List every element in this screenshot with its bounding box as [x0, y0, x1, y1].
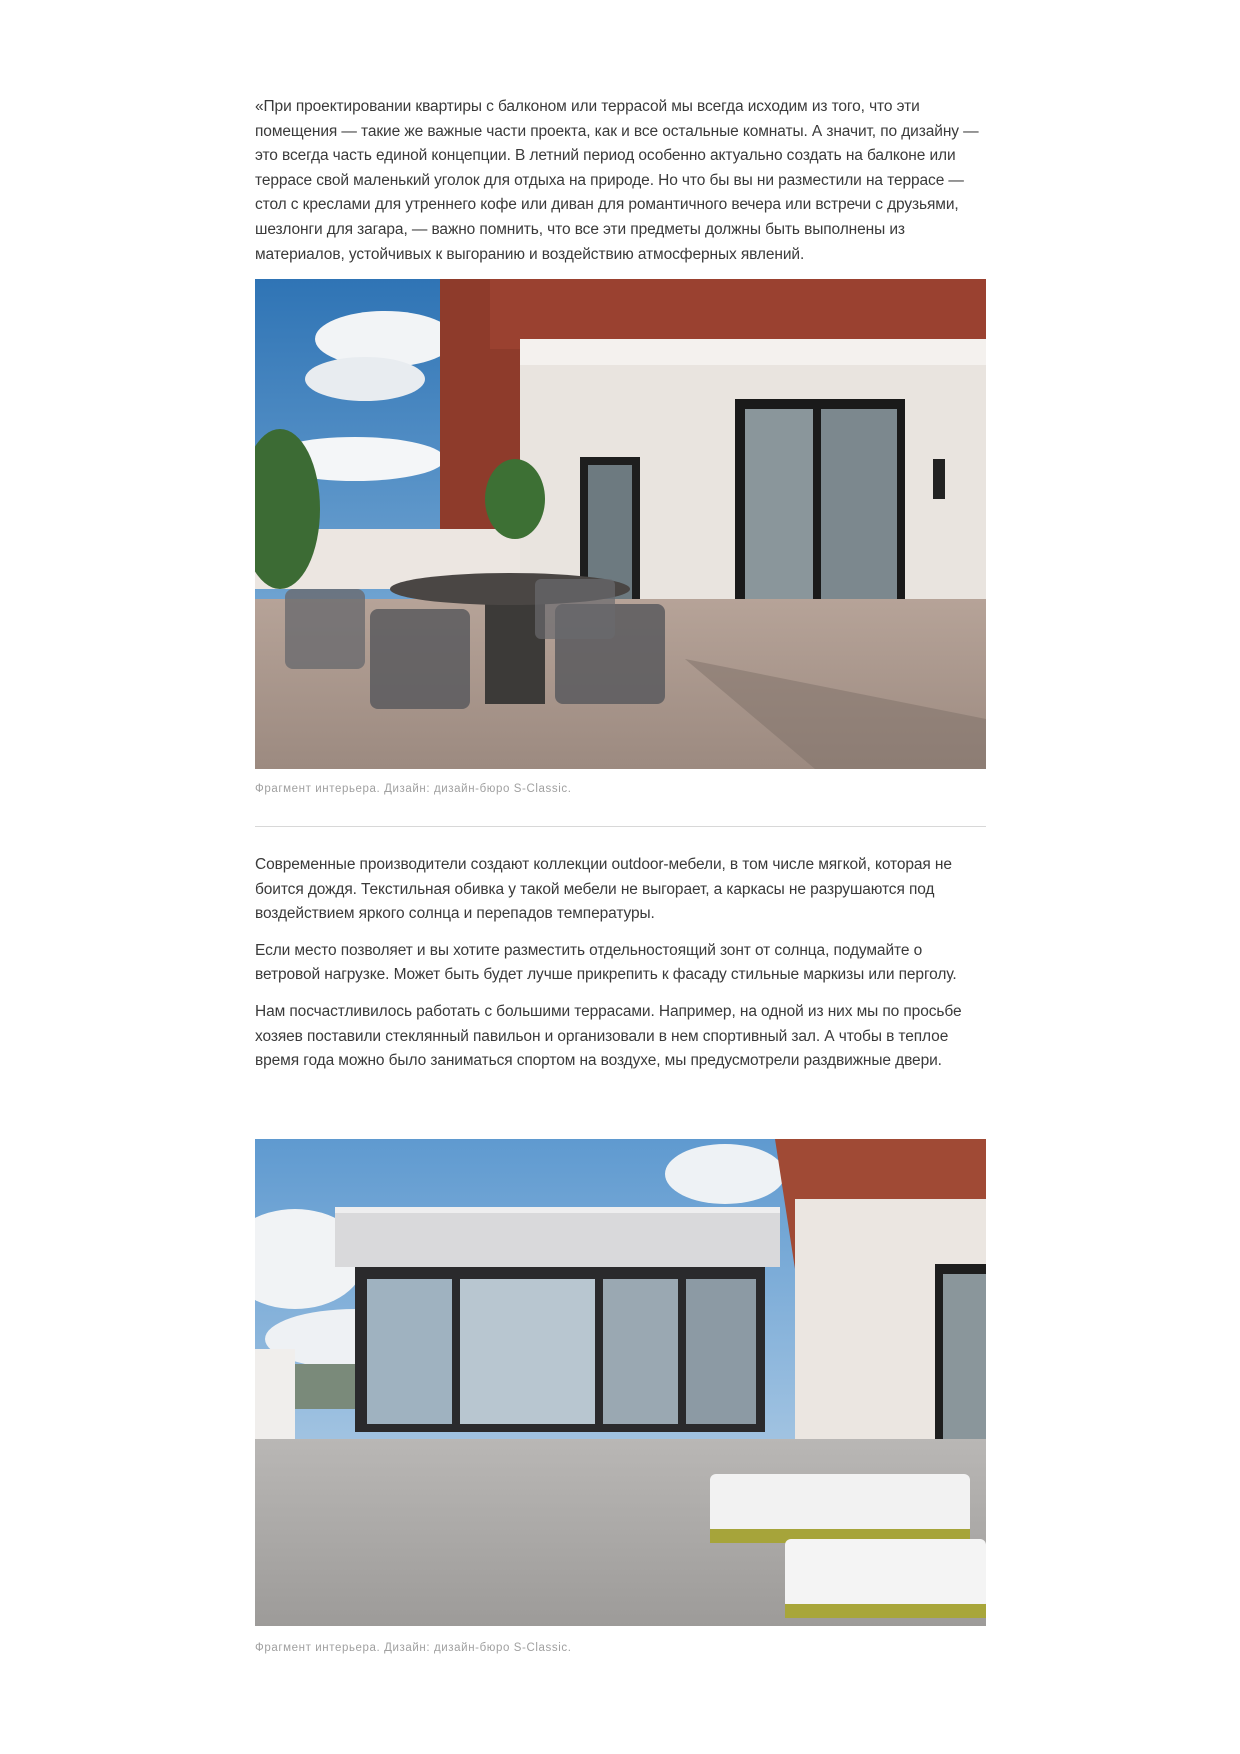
body-paragraph: Если место позволяет и вы хотите разместить отдельностоящий зонт от солнца, подумайте о ветровой нагрузке. Может быть будет лучше прикрепить к фасаду стильные маркизы или перголу.: [255, 941, 957, 984]
body-paragraph: Нам посчастливилось работать с большими террасами. Например, на одной из них мы по просьбе хозяев поставили стеклянный павильон и организовали в нем спортивный зал. А чтобы в теплое время года можно было заниматься спортом на воздухе, мы предусмотрели раздвижные двери.: [255, 1002, 962, 1070]
intro-quote-block: [255, 95, 986, 267]
section-divider: [255, 826, 986, 827]
body-text-block: [255, 853, 986, 1086]
figure-caption: Фрагмент интерьера. Дизайн: дизайн-бюро S-Classic.: [255, 783, 572, 795]
intro-quote-paragraph: «При проектировании квартиры с балконом или террасой мы всегда исходим из того, что эти помещения — такие же важные части проекта, как и все остальные комнаты. А значит, по дизайну — это всегда часть единой концепции. В летний период особенно актуально создать на балконе или террасе свой маленький уголок для отдыха на природе. Но что бы вы ни разместили на террасе — стол с креслами для утреннего кофе или диван для романтичного вечера или встречи с друзьями, шезлонги для загара, — важно помнить, что все эти предметы должны быть выполнены из материалов, устойчивых к выгоранию и воздействию атмосферных явлений.: [255, 98, 979, 263]
body-paragraph: Современные производители создают коллекции outdoor-мебели, в том числе мягкой, которая не боится дождя. Текстильная обивка у такой мебели не выгорает, а каркасы не разрушаются под воздействием яркого солнца и перепадов температуры.: [255, 856, 952, 923]
terrace-gym-pavilion-photo: [255, 1139, 986, 1626]
terrace-dining-photo: [255, 279, 986, 769]
figure-caption: Фрагмент интерьера. Дизайн: дизайн-бюро S-Classic.: [255, 1642, 572, 1654]
